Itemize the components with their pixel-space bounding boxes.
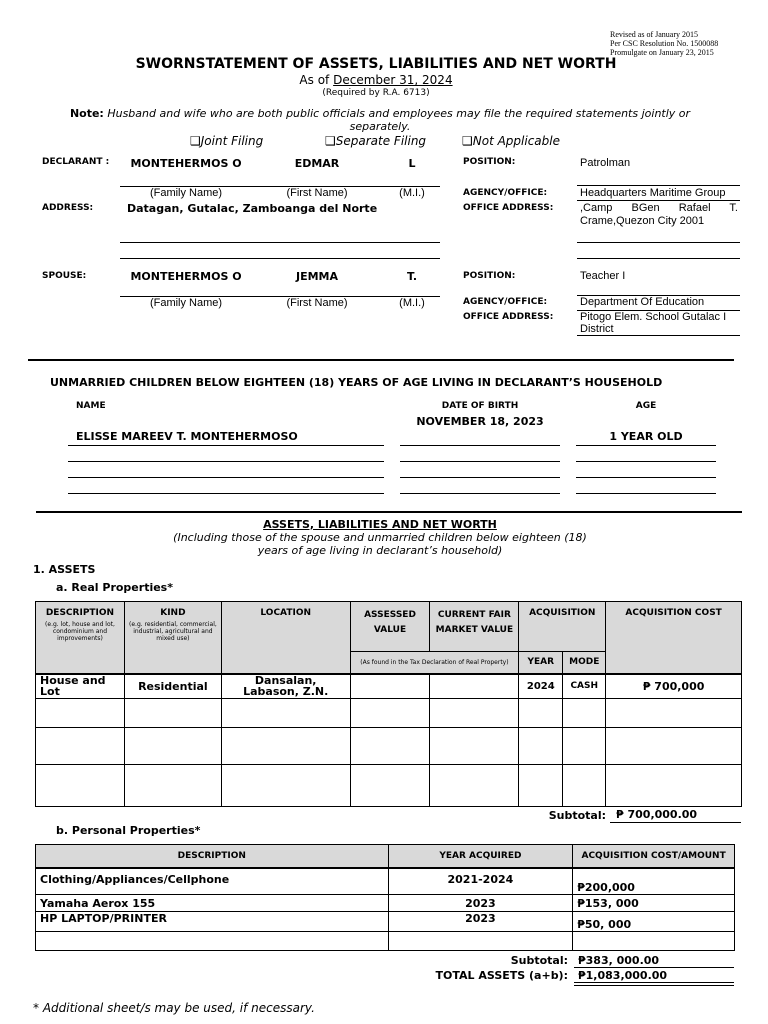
real-col-description-note: (e.g. lot, house and lot, condominium and improvements) (45, 621, 115, 642)
address-line-3 (120, 258, 440, 259)
table-row (36, 674, 742, 699)
assets-label: 1. ASSETS (33, 563, 96, 576)
real-row-cost: ₱ 700,000 (606, 674, 742, 699)
position-label: POSITION: (463, 157, 516, 167)
real-col-acquisition: ACQUISITION (519, 602, 606, 652)
declarant-office-address: ,Camp BGen Rafael T. Crame,Quezon City 2001 (580, 202, 738, 227)
table-row (36, 868, 735, 895)
separate-filing-checkbox[interactable]: ❑Separate Filing (325, 134, 427, 148)
total-assets-label: TOTAL ASSETS (a+b): (435, 969, 568, 982)
office-address-line-2 (577, 242, 740, 243)
spouse-mi-caption: (M.I.) (399, 297, 425, 309)
real-col-cost: ACQUISITION COST (606, 602, 742, 674)
children-line (68, 461, 384, 462)
alnw-subheading-2: years of age living in declarant’s household) (257, 544, 503, 557)
personal-properties-table (35, 844, 735, 951)
real-col-mode: MODE (563, 652, 606, 674)
table-row (36, 912, 735, 932)
page-title: SWORNSTATEMENT OF ASSETS, LIABILITIES AND NET WORTH (135, 56, 617, 72)
personal-row-year: 2023 (388, 895, 573, 912)
table-row (36, 765, 742, 807)
personal-row-description: Clothing/Appliances/Cellphone (36, 868, 389, 895)
section-divider-2 (36, 511, 742, 513)
office-address-label: OFFICE ADDRESS: (463, 203, 554, 213)
agency-top-line (577, 185, 740, 186)
alnw-subheading-1: (Including those of the spouse and unmarried children below eighteen (18) (173, 531, 587, 544)
child-age: 1 YEAR OLD (609, 430, 683, 443)
children-col-age: AGE (635, 401, 657, 411)
declarant-mi-caption: (M.I.) (399, 187, 425, 199)
spouse-mi: T. (406, 270, 417, 283)
spouse-position-label: POSITION: (463, 271, 516, 281)
revision-line-3: Promulgate on January 23, 2015 (610, 48, 714, 57)
personal-row-cost: ₱153, 000 (573, 895, 735, 912)
personal-col-year: YEAR ACQUIRED (388, 845, 573, 868)
real-subtotal-value: ₱ 700,000.00 (616, 808, 698, 821)
personal-row-cost: ₱200,000 (573, 868, 735, 895)
real-row-location: Dansalan, Labason, Z.N. (221, 674, 350, 699)
children-line (576, 493, 716, 494)
revision-line-2: Per CSC Resolution No. 1500088 (610, 39, 719, 48)
personal-col-cost: ACQUISITION COST/AMOUNT (573, 845, 735, 868)
revision-note (610, 30, 718, 57)
real-row-assessed (350, 674, 430, 699)
real-row-year: 2024 (519, 674, 563, 699)
children-line (576, 477, 716, 478)
table-row (36, 895, 735, 912)
revision-line-1: Revised as of January 2015 (610, 30, 698, 39)
real-row-fair (430, 674, 519, 699)
real-row-kind: Residential (124, 674, 221, 699)
spouse-family-caption: (Family Name) (149, 297, 223, 309)
agency-label: AGENCY/OFFICE: (463, 188, 548, 198)
real-row-mode: CASH (563, 674, 606, 699)
personal-row-year: 2023 (388, 912, 573, 932)
total-assets-value: ₱1,083,000.00 (578, 969, 668, 982)
total-assets-line (574, 982, 734, 983)
real-properties-label: a. Real Properties* (56, 581, 173, 594)
declarant-mi: L (408, 157, 416, 170)
personal-subtotal-line (574, 967, 734, 968)
children-heading: UNMARRIED CHILDREN BELOW EIGHTEEN (18) YEARS OF AGE LIVING IN DECLARANT’S HOUSEHOLD (50, 376, 663, 389)
personal-properties-label: b. Personal Properties* (56, 824, 201, 837)
alnw-heading: ASSETS, LIABILITIES AND NET WORTH (263, 518, 497, 531)
declarant-label: DECLARANT : (42, 157, 110, 167)
spouse-first-caption: (First Name) (286, 297, 348, 309)
real-col-fair-value: CURRENT FAIR MARKET VALUE (430, 602, 519, 652)
children-line (68, 477, 384, 478)
children-line (400, 445, 560, 446)
address-line-2 (120, 242, 440, 243)
real-col-kind-label: KIND (160, 608, 186, 618)
children-line (576, 445, 716, 446)
personal-subtotal-value: ₱383, 000.00 (578, 954, 660, 967)
personal-row-description: HP LAPTOP/PRINTER (36, 912, 389, 932)
total-assets-line (574, 985, 734, 986)
as-of-label: As of (299, 73, 330, 87)
table-row (36, 728, 742, 765)
agency-line (577, 200, 740, 201)
as-of-line (0, 73, 752, 87)
real-col-assessed: ASSESSED VALUE (350, 602, 430, 652)
spouse-family-name: MONTEHERMOS O (130, 270, 242, 283)
declarant-family-name: MONTEHERMOS O (130, 157, 242, 170)
joint-filing-checkbox[interactable]: ❑Joint Filing (190, 134, 264, 148)
child-dob: NOVEMBER 18, 2023 (416, 415, 544, 428)
children-line (68, 493, 384, 494)
children-col-name: NAME (76, 401, 106, 411)
table-row (36, 932, 735, 951)
section-divider-1 (28, 359, 734, 361)
personal-row-cost: ₱50, 000 (573, 912, 735, 932)
children-line (400, 477, 560, 478)
real-subtotal-label: Subtotal: (548, 809, 606, 822)
real-col-value-note: (As found in the Tax Declaration of Real Property) (350, 652, 519, 674)
declarant-first-caption: (First Name) (286, 187, 348, 199)
note-text: Husband and wife who are both public officials and employees may file the required statements jointly or separately. (107, 107, 691, 133)
personal-subtotal-label: Subtotal: (510, 954, 568, 967)
real-col-year: YEAR (519, 652, 563, 674)
declarant-address: Datagan, Gutalac, Zamboanga del Norte (127, 202, 378, 215)
personal-row-year: 2021-2024 (388, 868, 573, 895)
spouse-agency-label: AGENCY/OFFICE: (463, 297, 548, 307)
table-row (36, 699, 742, 728)
spouse-office-address-label: OFFICE ADDRESS: (463, 312, 554, 322)
real-col-kind (124, 602, 221, 674)
children-line (400, 461, 560, 462)
personal-row-description: Yamaha Aerox 155 (36, 895, 389, 912)
real-subtotal-line (610, 822, 741, 823)
real-col-description (36, 602, 125, 674)
real-col-kind-note: (e.g. residential, commercial, industrial, agricultural and mixed use) (129, 621, 217, 642)
spouse-label: SPOUSE: (42, 271, 87, 281)
real-col-description-label: DESCRIPTION (45, 608, 115, 618)
office-address-line-3 (577, 258, 740, 259)
footnote: * Additional sheet/s may be used, if necessary. (33, 1001, 315, 1015)
real-col-location: LOCATION (221, 602, 350, 674)
as-of-date: December 31, 2024 (333, 73, 453, 87)
note-label: Note: (69, 107, 104, 120)
real-row-description: House and Lot (36, 674, 125, 699)
spouse-agency: Department Of Education (580, 296, 705, 308)
note (50, 107, 710, 133)
address-label: ADDRESS: (42, 203, 94, 213)
spouse-position: Teacher I (580, 270, 626, 282)
children-line (68, 445, 384, 446)
spouse-office-address-line (577, 335, 740, 336)
children-line (576, 461, 716, 462)
personal-col-description: DESCRIPTION (36, 845, 389, 868)
required-by: (Required by R.A. 6713) (322, 88, 430, 98)
not-applicable-checkbox[interactable]: ❑Not Applicable (462, 134, 560, 148)
spouse-first-name: JEMMA (295, 270, 338, 283)
declarant-first-name: EDMAR (294, 157, 340, 170)
spouse-office-address: Pitogo Elem. School Gutalac I District (580, 311, 727, 335)
declarant-family-caption: (Family Name) (149, 187, 223, 199)
real-properties-table (35, 601, 742, 807)
declarant-position: Patrolman (580, 157, 631, 169)
children-line (400, 493, 560, 494)
declarant-agency: Headquarters Maritime Group (580, 187, 726, 199)
children-col-dob: DATE OF BIRTH (441, 401, 519, 411)
child-name: ELISSE MAREEV T. MONTEHERMOSO (76, 430, 298, 443)
